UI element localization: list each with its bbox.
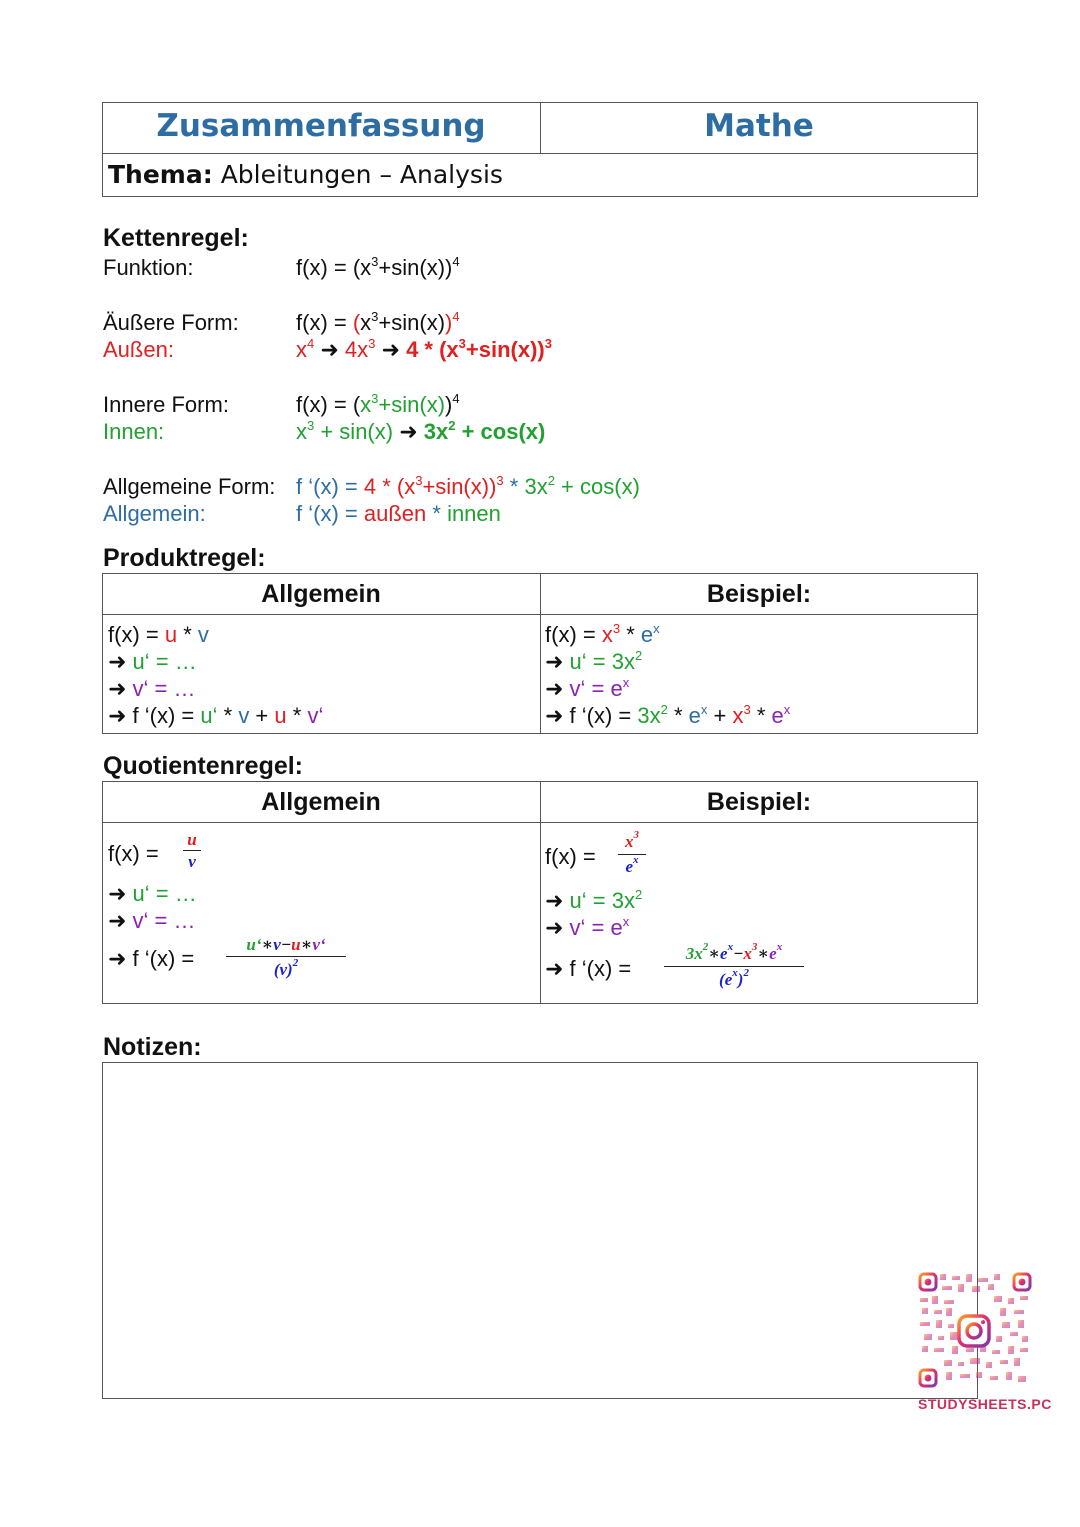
innen-label: Innen:: [103, 419, 165, 444]
funktion-label: Funktion:: [103, 255, 194, 280]
allgemeine-form-label: Allgemeine Form:: [103, 474, 276, 499]
innen-value: $x^3 + \sin(x)$ ➜ $3x^2 + \cos(x)$: [296, 418, 546, 444]
produkt-general-line-3: ➜ v‘ = …: [108, 676, 196, 701]
notizen-heading: Notizen:: [103, 1033, 202, 1061]
produktregel-col-general: Allgemein: [261, 580, 381, 608]
topic-value: Ableitungen – Analysis: [220, 160, 503, 189]
produkt-general-line-4: ➜ f ‘(x) = u‘ * v + u * v‘: [108, 703, 324, 728]
topic-label: Thema:: [108, 160, 213, 189]
quotient-general-num: u: [187, 830, 197, 849]
quotient-general-deriv-num: u‘∗v−u∗v‘: [246, 935, 326, 954]
quotientenregel-col-general: Allgemein: [261, 788, 381, 816]
aussen-label: Außen:: [103, 337, 174, 362]
subject-title: Mathe: [704, 108, 814, 144]
produkt-general-line-2: ➜ u‘ = …: [108, 649, 197, 674]
produkt-general-line-1: f(x) = u * v: [108, 622, 209, 647]
quotient-general-v: ➜ v‘ = …: [108, 908, 196, 933]
quotient-example-u: ➜ u‘ = $3x^2$: [545, 887, 643, 913]
allgemein-value: f ‘(x) = außen * innen: [296, 501, 501, 526]
aussere-form-value: $f(x) = (x^3+\sin(x))^4$: [296, 309, 460, 335]
quotient-example-fx: f(x) =: [545, 844, 596, 869]
quotient-example-v: ➜ v‘ = $e^x$: [545, 914, 630, 940]
quotient-general-u: ➜ u‘ = …: [108, 881, 197, 906]
qr-code-instagram-icon[interactable]: [918, 1272, 1032, 1388]
quotientenregel-heading: Quotientenregel:: [103, 752, 304, 780]
quotient-example-num: $x^3$: [625, 829, 639, 851]
quotient-example-fraction: [618, 830, 646, 879]
produktregel-heading: Produktregel:: [103, 544, 266, 572]
quotient-general-fx: f(x) =: [108, 841, 159, 866]
allgemeine-form-value: f ‘$(x) = 4 * (x^3+\sin(x))^3 * 3x^2 + \cos(x)$: [296, 473, 640, 499]
funktion-value: $f(x) = (x^3+\sin(x))^4$: [296, 254, 460, 280]
aussen-value: $x^4$ ➜ $4x^3$ ➜ $4 * (x^3+\sin(x))^3$: [296, 336, 552, 362]
produkt-example-line-3: ➜ v‘ = $e^x$: [545, 675, 630, 701]
produkt-example-line-2: ➜ u‘ = $3x^2$: [545, 648, 643, 674]
quotient-general-fraction: [183, 830, 201, 873]
topic-line: [108, 160, 503, 189]
produktregel-col-example: Beispiel:: [706, 580, 812, 608]
quotientenregel-col-example: Beispiel:: [706, 788, 812, 816]
quotient-example-den: $e^x$: [625, 854, 639, 876]
kettenregel-heading: Kettenregel:: [103, 224, 249, 252]
produkt-example-line-1: $f(x) = x^3 * e^x$: [545, 621, 660, 647]
produkt-example-line-4: ➜ f ‘$(x) = 3x^2 * e^x + x^3 * e^x$: [545, 702, 791, 728]
allgemein-label: Allgemein:: [103, 501, 206, 526]
quotient-general-deriv-fraction: [226, 934, 346, 983]
quotient-example-deriv-fraction: [664, 942, 804, 993]
quotient-example-deriv-label: ➜ f ‘(x) =: [545, 956, 632, 981]
brand-text: STUDYSHEETS.PC: [918, 1396, 1052, 1412]
quotient-example-deriv-den: $(e^x)^2$: [719, 967, 749, 989]
innere-form-label: Innere Form:: [103, 392, 229, 417]
aussere-form-label: Äußere Form:: [103, 310, 239, 335]
quotient-general-deriv-den: $(v)^2$: [273, 957, 299, 979]
notizen-box[interactable]: [102, 1062, 978, 1399]
quotient-example-deriv-num: $3x^2∗e^x-x^3∗e^x$: [685, 941, 783, 963]
header-divider: [102, 153, 978, 154]
quotient-general-deriv-label: ➜ f ‘(x) =: [108, 946, 195, 971]
page-title: Zusammenfassung: [156, 108, 486, 144]
innere-form-value: $f(x) = (x^3+\sin(x))^4$: [296, 391, 460, 417]
quotient-general-den: v: [188, 852, 196, 871]
